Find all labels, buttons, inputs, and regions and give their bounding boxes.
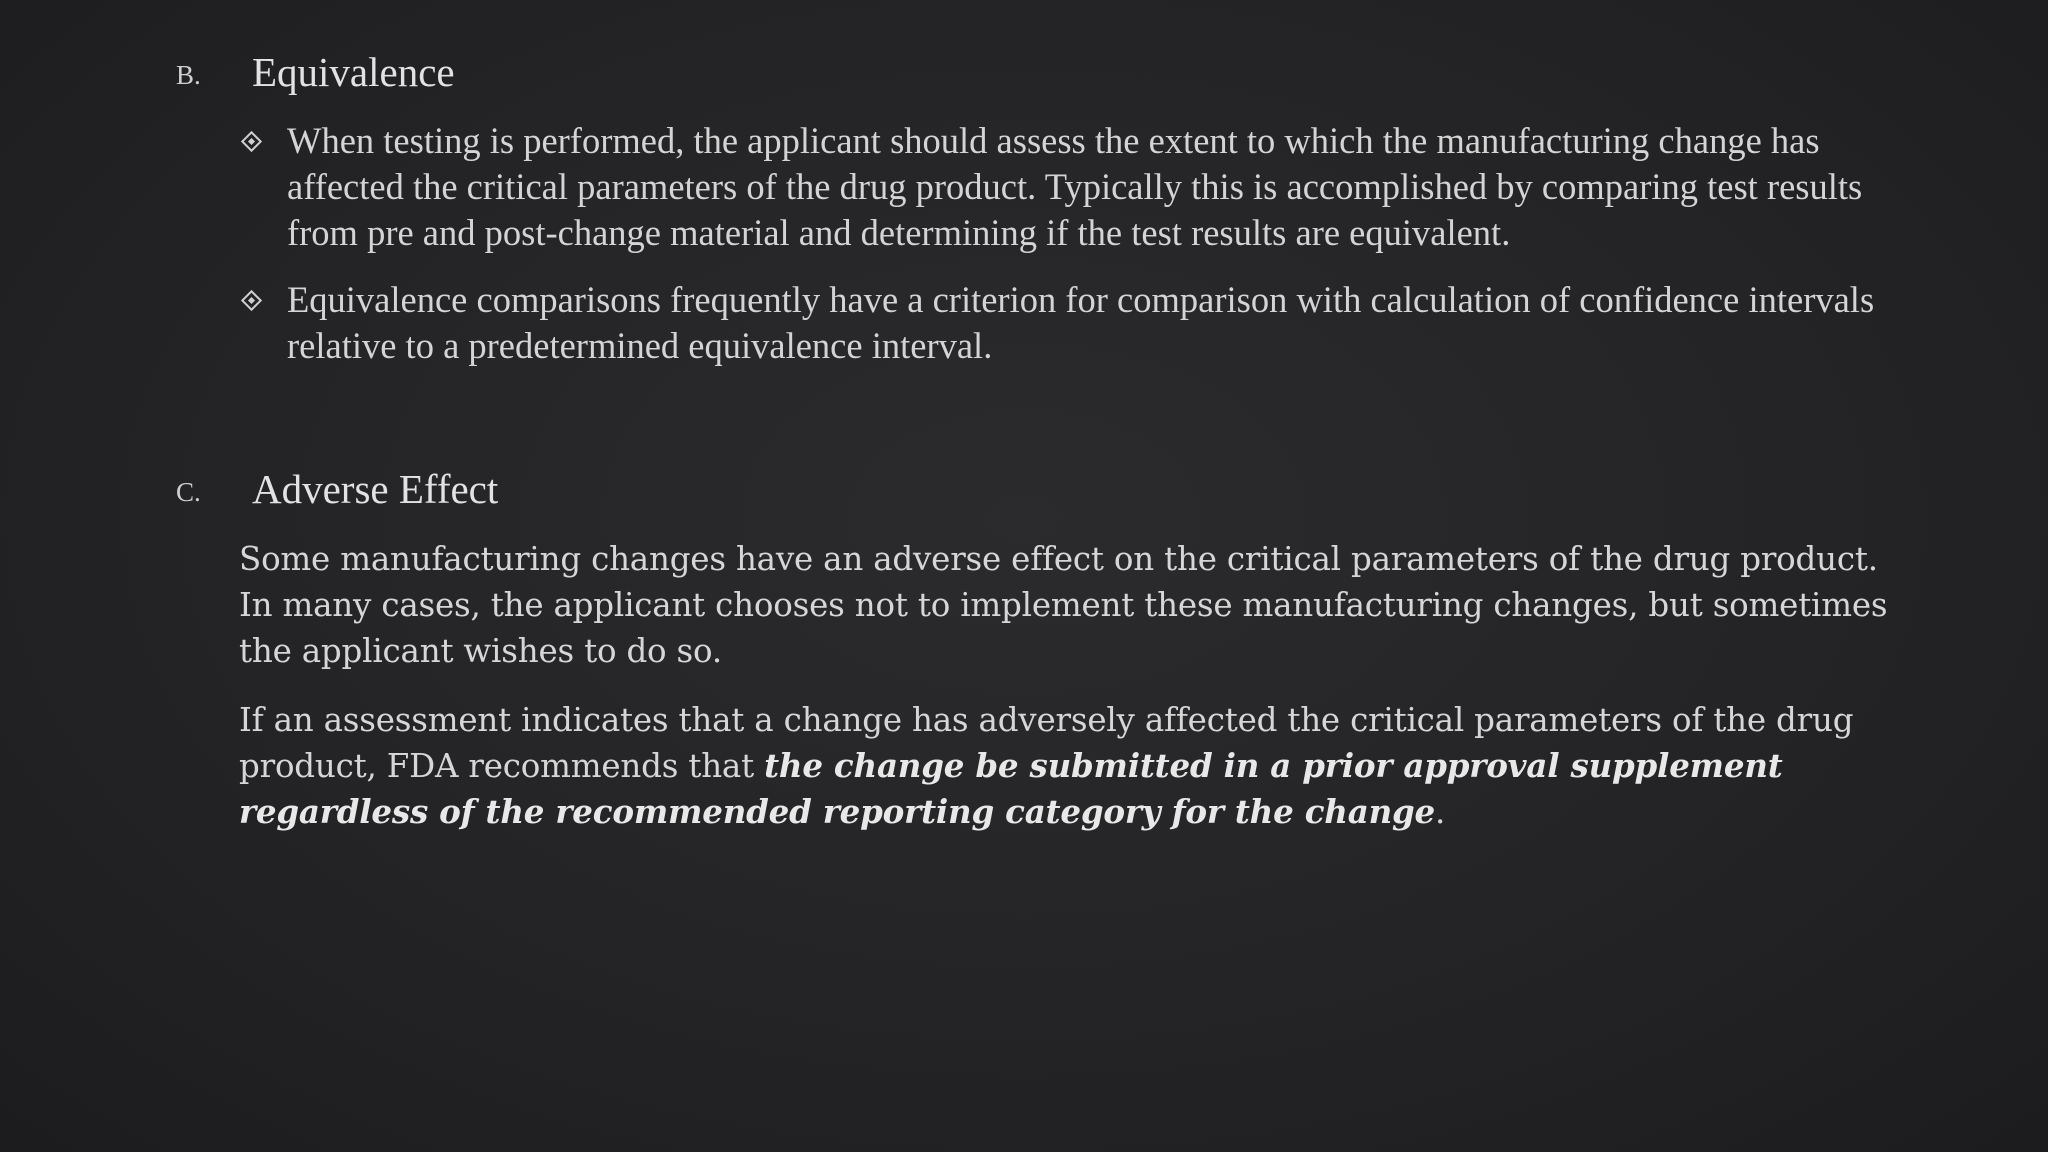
diamond-bullet-icon (241, 131, 262, 152)
section-b-bullet-list (241, 118, 1901, 369)
section-c-paragraph-1: Some manufacturing changes have an adverse effect on the critical parameters of the drug product. In many cases, the applicant chooses not to implement these manufacturing changes, but sometimes the applicant wishes to do so. (239, 540, 1888, 670)
paragraph-2-emphasis: the change be submitted in a prior approval supplement regardless of the recommended reporting category for the change (239, 746, 1783, 831)
section-b-letter: B. (176, 60, 201, 90)
section-c-title: Adverse Effect (252, 466, 499, 512)
diamond-bullet-icon (241, 290, 262, 311)
section-c-heading (176, 465, 776, 515)
paragraph-2-end: . (1435, 793, 1446, 831)
section-b-title: Equivalence (252, 49, 455, 95)
bullet-item (241, 277, 1901, 369)
paragraph-2-lead: If an assessment indicates that a change has adversely affected the critical parameters of the drug product, FDA recommends that (239, 701, 1854, 785)
bullet-item (241, 118, 1901, 256)
bullet-text: Equivalence comparisons frequently have a criterion for comparison with calculation of confidence intervals relative to a predetermined equivalence interval. (287, 279, 1875, 366)
bullet-text: When testing is performed, the applicant should assess the extent to which the manufacturing change has affected the critical parameters of the drug product. Typically this is accomplished by comparing test results from pre and post-change material and determining if the test results are equivalent. (287, 120, 1863, 253)
section-c-paragraph-2 (239, 697, 1899, 835)
section-c-letter: C. (176, 477, 201, 507)
section-b-heading (176, 48, 776, 98)
